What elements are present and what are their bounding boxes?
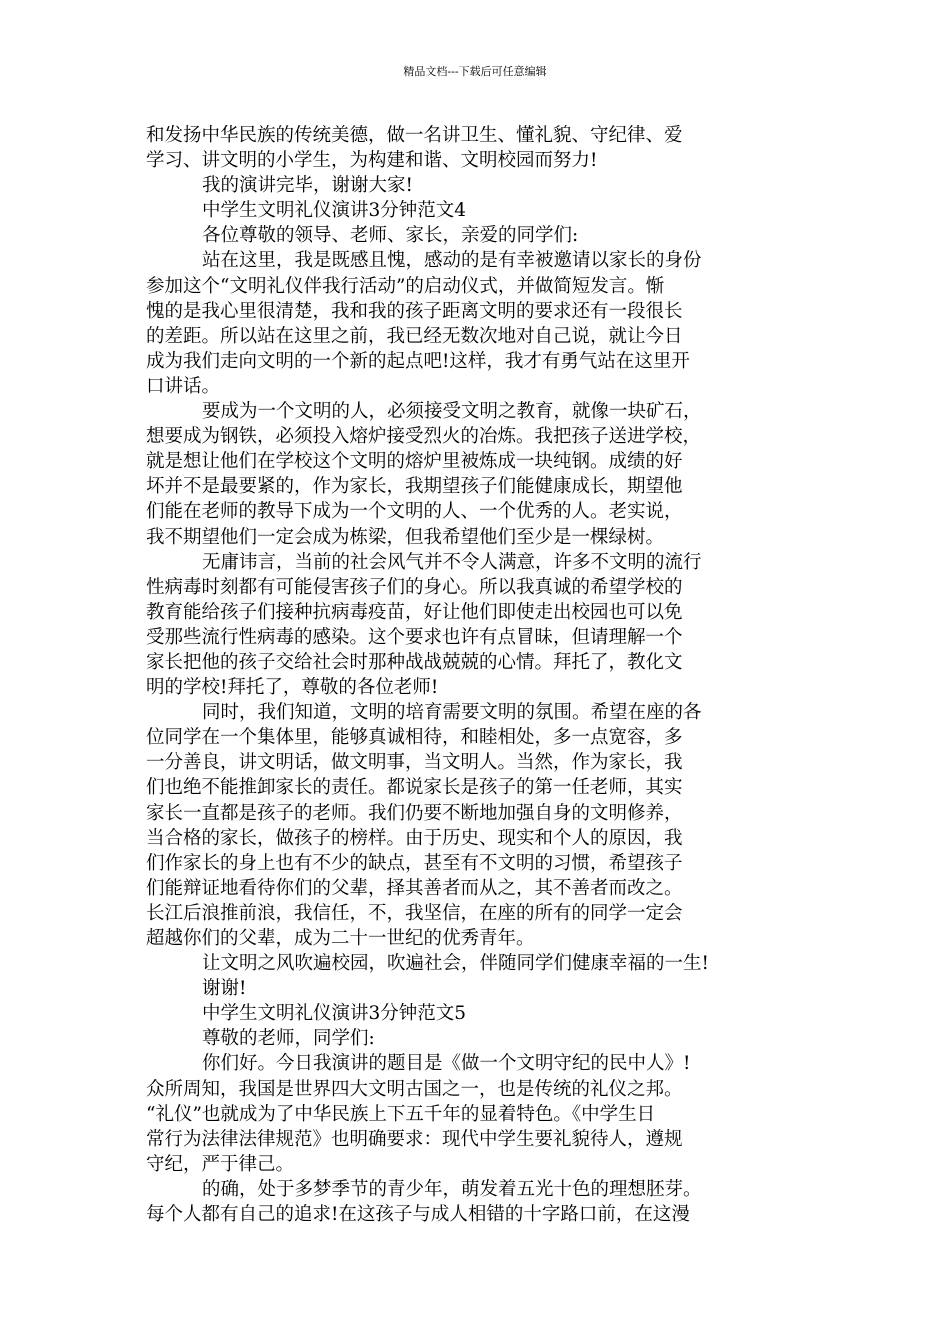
text-line: 我不期望他们一定会成为栋梁，但我希望他们至少是一棵绿树。 [146,526,665,548]
text-line: 中学生文明礼仪演讲3分钟范文4 [202,200,467,222]
text-line: 守纪，严于律己。 [146,1153,295,1175]
text-line: 们也绝不能推卸家长的责任。都说家长是孩子的第一任老师，其实 [146,777,683,799]
text-line: 和发扬中华民族的传统美德，做一名讲卫生、懂礼貌、守纪律、爱 [146,125,683,146]
text-line: 明的学校!拜托了，尊敬的各位老师! [146,677,439,699]
text-line: 要成为一个文明的人，必须接受文明之教育，就像一块矿石， [202,401,702,423]
document-body [146,123,818,1227]
text-line: 站在这里，我是既感且愧，感动的是有幸被邀请以家长的身份 [202,250,702,272]
text-line: 教育能给孩子们接种抗病毒疫苗，好让他们即使走出校园也可以免 [146,601,683,623]
text-line: 你们好。今日我演讲的题目是《做一个文明守纪的民中人》! [202,1053,691,1075]
text-line: 家长把他的孩子交给社会时那种战战兢兢的心情。拜托了，教化文 [146,651,683,673]
text-line: 常行为法律法律规范》也明确要求：现代中学生要礼貌待人，遵规 [146,1128,683,1150]
text-line: 口讲话。 [146,375,221,397]
text-line: 愧的是我心里很清楚，我和我的孩子距离文明的要求还有一段很长 [146,300,683,322]
text-line: 同时，我们知道，文明的培育需要文明的氛围。希望在座的各 [202,702,702,724]
text-line: 谢谢! [202,978,247,1000]
text-line: 我的演讲完毕，谢谢大家! [202,175,413,197]
text-line: 各位尊敬的领导、老师、家长，亲爱的同学们: [202,225,579,247]
text-line: 学习、讲文明的小学生，为构建和谐、文明校园而努力! [146,150,598,172]
page-header: 精品文档---下载后可任意编辑 [403,65,547,78]
text-line: 们作家长的身上也有不少的缺点，甚至有不文明的习惯，希望孩子 [146,852,683,874]
text-line: 让文明之风吹遍校园，吹遍社会，伴随同学们健康幸福的一生! [202,953,709,975]
text-line: 位同学在一个集体里，能够真诚相待，和睦相处，多一点宽容，多 [146,727,683,749]
text-line: 想要成为钢铁，必须投入熔炉接受烈火的冶炼。我把孩子送进学校， [146,426,702,448]
text-line: 每个人都有自己的追求!在这孩子与成人相错的十字路口前，在这漫 [146,1204,690,1226]
text-line: “礼仪”也就成为了中华民族上下五千年的显着特色。《中学生日 [146,1103,656,1125]
text-line: 长江后浪推前浪，我信任，不，我坚信，在座的所有的同学一定会 [146,902,683,924]
text-line: 中学生文明礼仪演讲3分钟范文5 [202,1003,467,1025]
text-line: 众所周知，我国是世界四大文明古国之一，也是传统的礼仪之邦。 [146,1078,683,1100]
text-line: 一分善良，讲文明话，做文明事，当文明人。当然，作为家长，我 [146,752,683,774]
text-line: 的差距。所以站在这里之前，我已经无数次地对自己说，就让今日 [146,325,683,347]
text-line: 性病毒时刻都有可能侵害孩子们的身心。所以我真诚的希望学校的 [146,576,683,598]
text-line: 的确，处于多梦季节的青少年，萌发着五光十色的理想胚芽。 [202,1178,702,1200]
text-line: 们能辩证地看待你们的父辈，择其善者而从之，其不善者而改之。 [146,877,683,899]
text-line: 们能在老师的教导下成为一个文明的人、一个优秀的人。老实说， [146,501,683,523]
text-line: 成为我们走向文明的一个新的起点吧!这样，我才有勇气站在这里开 [146,350,690,372]
text-line: 超越你们的父辈，成为二十一世纪的优秀青年。 [146,928,535,949]
text-line: 参加这个“文明礼仪伴我行活动”的启动仪式，并做简短发言。惭 [146,275,665,297]
text-line: 家长一直都是孩子的老师。我们仍要不断地加强自身的文明修养， [146,802,683,824]
text-line: 就是想让他们在学校这个文明的熔炉里被炼成一块纯钢。成绩的好 [146,451,683,473]
text-line: 坏并不是最要紧的，作为家长，我期望孩子们能健康成长，期望他 [146,476,683,498]
text-line: 尊敬的老师，同学们: [202,1028,375,1050]
text-line: 受那些流行性病毒的感染。这个要求也许有点冒昧，但请理解一个 [146,626,683,648]
text-line: 无庸讳言，当前的社会风气并不令人满意，许多不文明的流行 [202,551,702,573]
text-line: 当合格的家长，做孩子的榜样。由于历史、现实和个人的原因，我 [146,827,683,849]
